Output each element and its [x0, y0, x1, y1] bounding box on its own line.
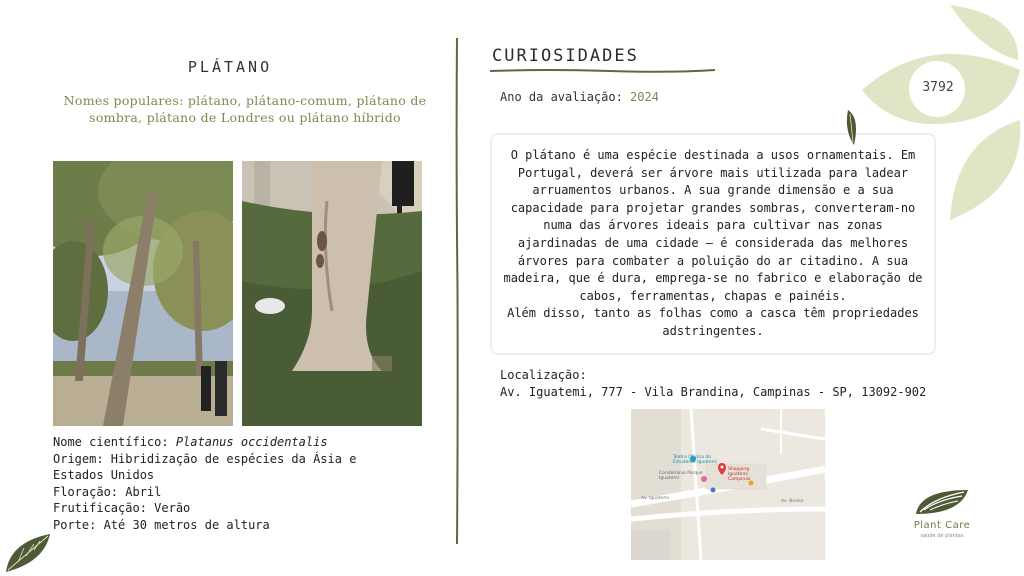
curiosities-text-extra: Além disso, tanto as folhas como a casca têm propriedades adstringentes. — [507, 306, 919, 338]
map-label-shopping: Shopping Iguatemi Campinas — [728, 467, 751, 482]
plant-code: 3792 — [922, 80, 954, 95]
location-label: Localização: — [500, 368, 587, 382]
location-map[interactable] — [631, 409, 825, 560]
evaluation-year — [500, 90, 659, 104]
map-label-theater: Teatro Oficina do Estudante Iguatemi — [673, 455, 718, 465]
curiosities-text: O plátano é uma espécie destinada a usos ornamentais. Em Portugal, deverá ser árvore mais utilizada para ladear arruamentos urbanos. A sua grande dimensão e a sua capacidade para projetar grandes sombras, converteram-no numa das árvores ideais para cultivar nas zonas ajardinadas de uma cidade – é considerada das melhores árvores para combater a poluição do ar citadino. A sua madeira, que é dura, emprega-se no fabrico e elaboração de cabos, ferramentas, chapas e painéis. — [503, 148, 923, 303]
map-label-avenue: Av. Iguatemi — [641, 496, 669, 501]
tree-canopy-photo — [53, 161, 233, 426]
curiosities-title: CURIOSIDADES — [492, 46, 639, 66]
fruiting-row: Frutificação: Verão — [53, 501, 191, 515]
brand-logo-icon — [914, 486, 970, 518]
brand-name: Plant Care — [913, 520, 971, 531]
year-label: Ano da avaliação: — [500, 90, 631, 104]
scientific-name-label: Nome científico: — [53, 435, 176, 449]
leaf-icon — [4, 532, 52, 574]
flowering-row: Floração: Abril — [53, 484, 162, 499]
divider-line — [455, 38, 459, 544]
plant-facts — [53, 434, 393, 533]
map-label-condo: Condomínio Parque Iguatemi — [659, 471, 703, 481]
title-underline — [490, 67, 715, 75]
year-value: 2024 — [630, 90, 659, 104]
popular-names: Nomes populares: plátano, plátano-comum, plátano de sombra, plátano de Londres ou plátano híbrido — [63, 93, 427, 125]
brand-tagline: saúde de plantas — [920, 533, 964, 539]
plant-name: PLÁTANO — [187, 58, 273, 76]
origin-row: Origem: Hibridização de espécies da Ásia e Estados Unidos — [53, 451, 357, 482]
tree-trunk-photo — [242, 161, 422, 426]
scientific-name-value: Platanus occidentalis — [175, 435, 328, 449]
location-address: Av. Iguatemi, 777 - Vila Brandina, Campinas - SP, 13092-902 — [500, 385, 927, 399]
leaf-decoration — [840, 0, 1024, 225]
scientific-name-row — [53, 434, 393, 451]
map-label-avenue-2: Av. Nestor — [781, 499, 804, 504]
location — [500, 367, 926, 401]
size-row: Porte: Até 30 metros de altura — [53, 517, 270, 532]
